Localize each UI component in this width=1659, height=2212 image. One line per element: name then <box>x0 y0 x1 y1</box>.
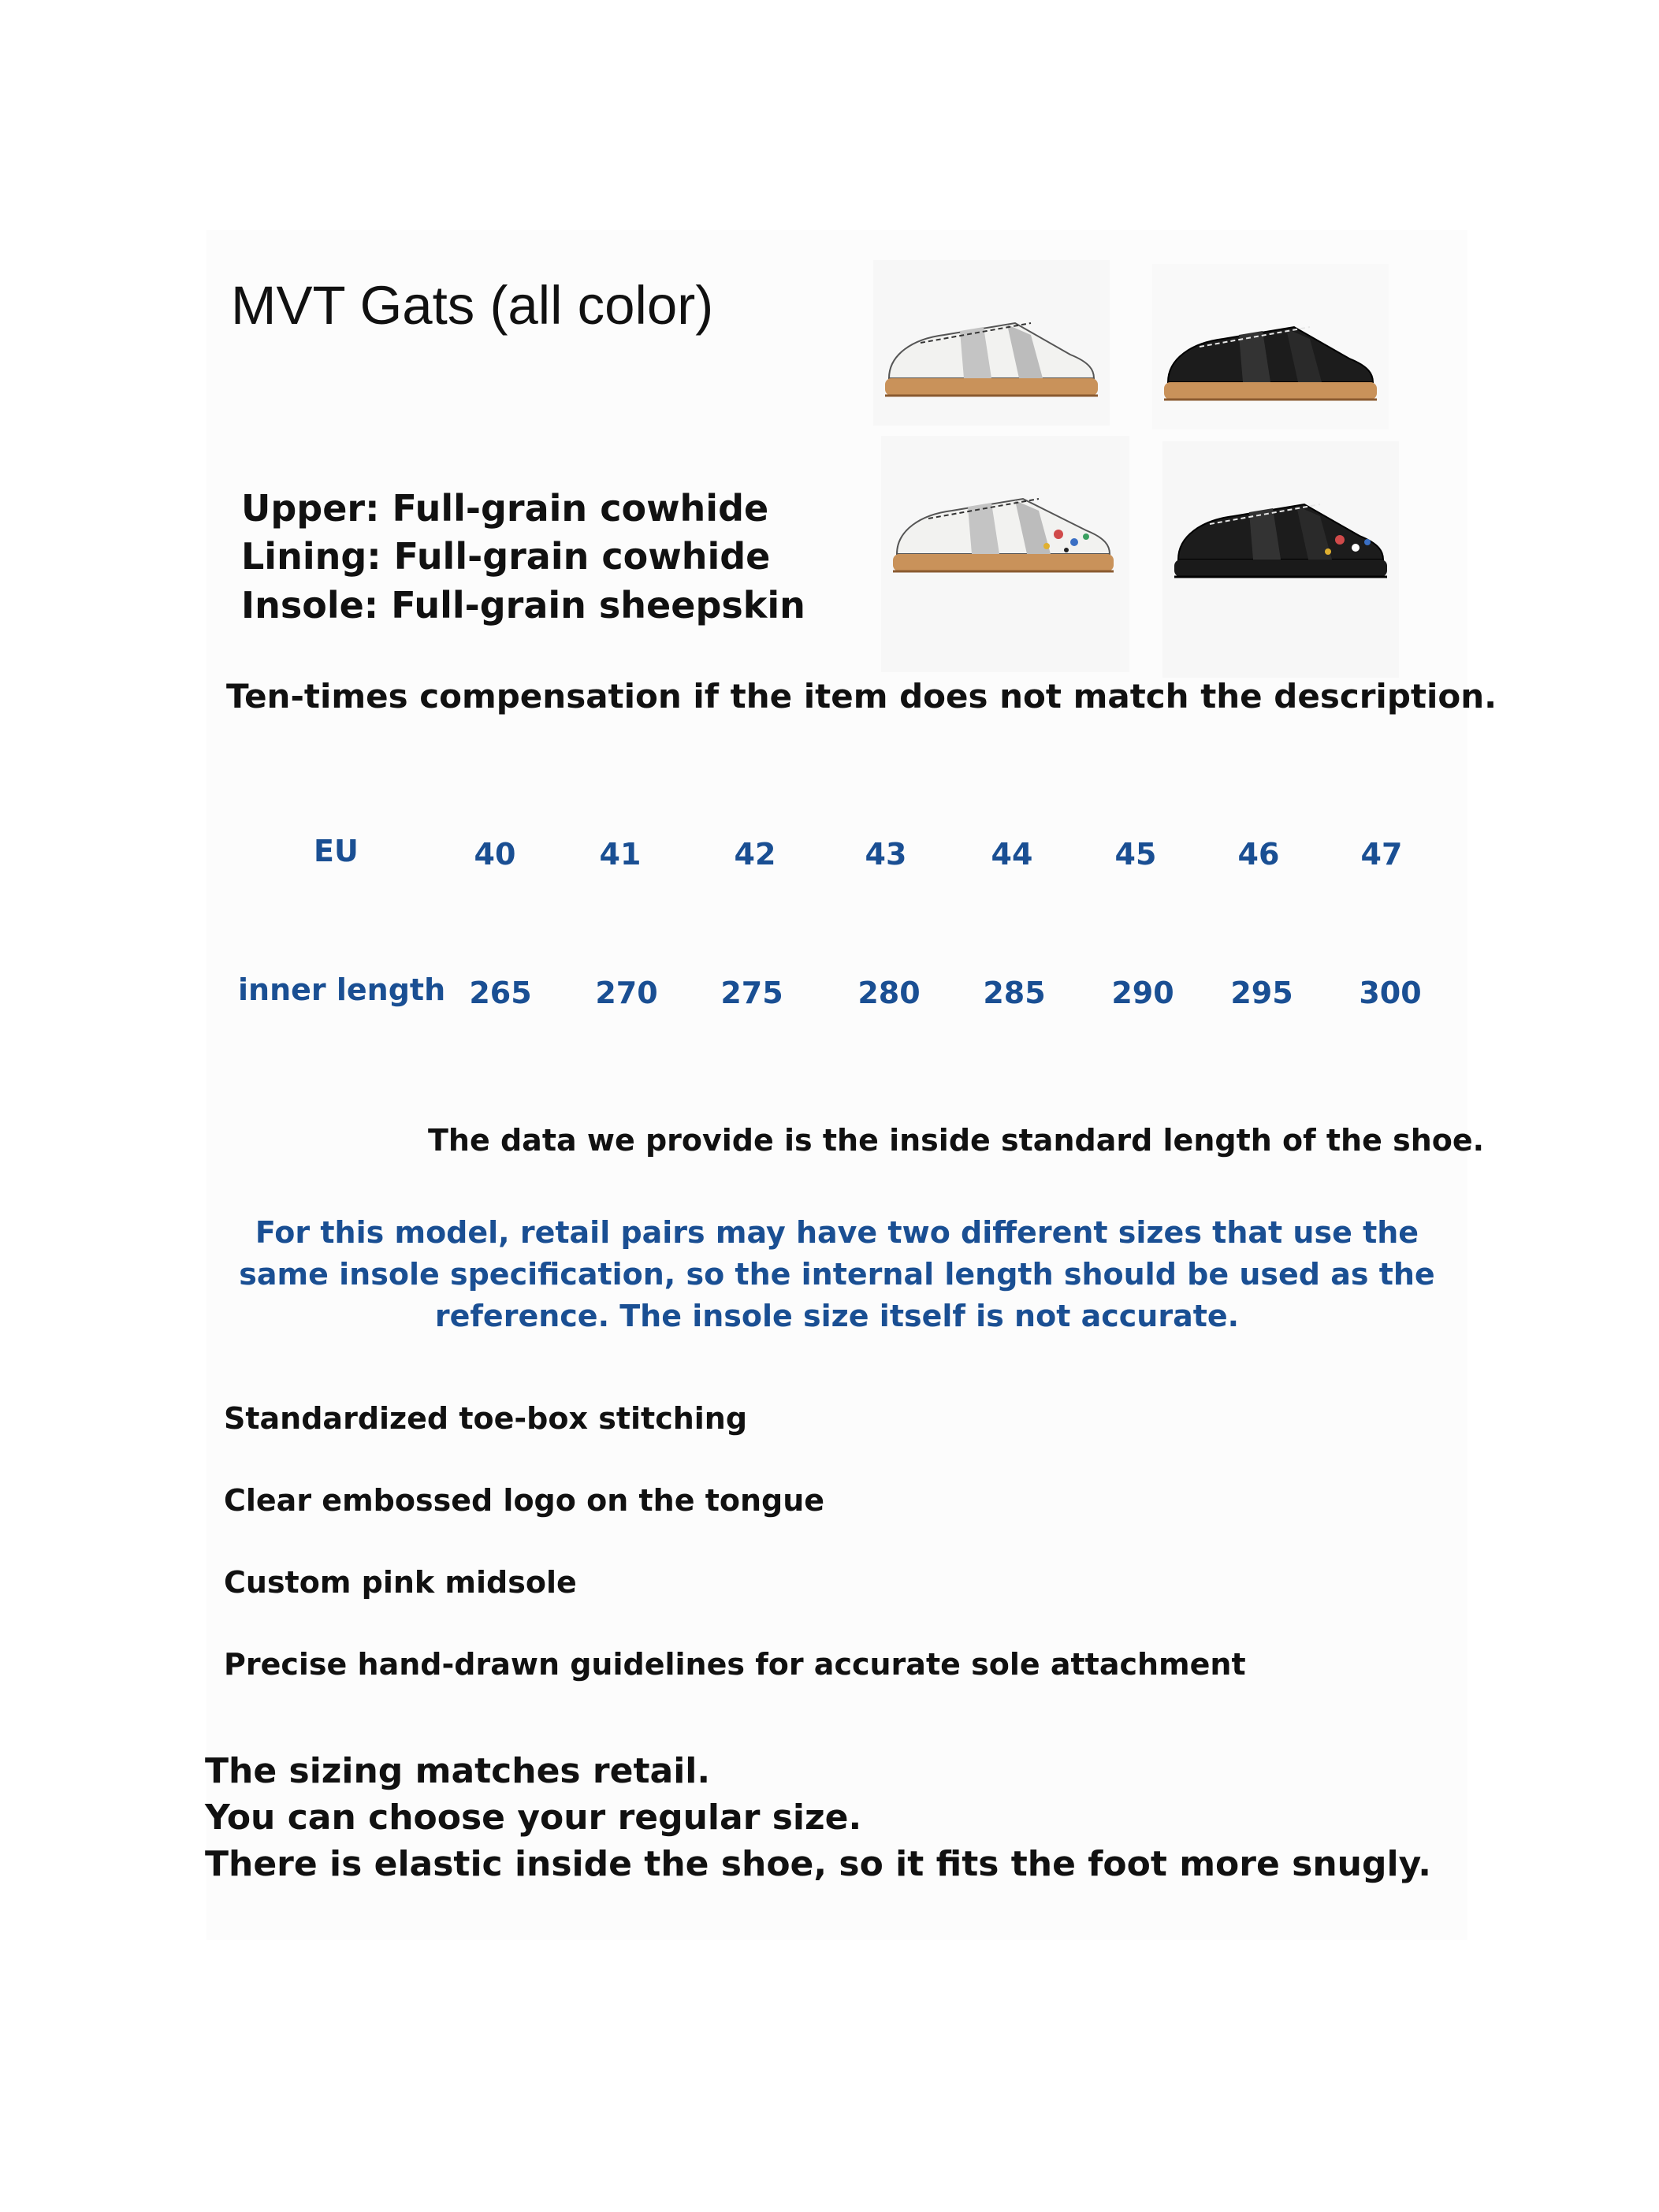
white-sneaker-image <box>873 260 1110 426</box>
eu-size-cell: 46 <box>1237 837 1280 872</box>
spec-insole: Insole: Full-grain sheepskin <box>241 584 805 626</box>
eu-size-cell: 45 <box>1114 837 1157 872</box>
spec-lining: Lining: Full-grain cowhide <box>241 535 771 578</box>
black-paint-splatter-sneaker-image <box>1162 441 1399 678</box>
spec-upper: Upper: Full-grain cowhide <box>241 487 769 530</box>
length-cell: 290 <box>1111 976 1174 1010</box>
length-cell: 285 <box>983 976 1046 1010</box>
feature-item: Precise hand-drawn guidelines for accurate sole attachment <box>224 1647 1246 1682</box>
product-title: MVT Gats (all color) <box>231 275 714 336</box>
feature-item: Custom pink midsole <box>224 1565 577 1600</box>
eu-size-cell: 40 <box>474 837 516 872</box>
length-cell: 300 <box>1359 976 1422 1010</box>
black-sneaker-image <box>1152 264 1389 429</box>
white-paint-splatter-sneaker-image <box>881 436 1129 672</box>
length-cell: 270 <box>595 976 658 1010</box>
fit-note: The sizing matches retail. <box>205 1751 711 1791</box>
length-cell: 280 <box>857 976 921 1010</box>
length-cell: 295 <box>1230 976 1293 1010</box>
length-cell: 275 <box>720 976 783 1010</box>
inner-length-label: inner length <box>238 972 446 1007</box>
compensation-notice: Ten-times compensation if the item does not match the description. <box>226 677 1497 716</box>
eu-size-cell: 42 <box>734 837 776 872</box>
fit-note: There is elastic inside the shoe, so it fits the foot more snugly. <box>205 1844 1431 1884</box>
fit-note: You can choose your regular size. <box>205 1797 862 1838</box>
eu-size-cell: 47 <box>1360 837 1403 872</box>
eu-size-cell: 44 <box>991 837 1033 872</box>
data-note: The data we provide is the inside standard length of the shoe. <box>428 1123 1485 1158</box>
length-cell: 265 <box>469 976 532 1010</box>
eu-size-cell: 43 <box>865 837 907 872</box>
feature-item: Standardized toe-box stitching <box>224 1401 748 1436</box>
feature-item: Clear embossed logo on the tongue <box>224 1483 825 1518</box>
insole-note: For this model, retail pairs may have two different sizes that use the same insole specification, so the internal length should be used as the reference. The insole size itself is not accurate. <box>239 1215 1435 1333</box>
eu-size-cell: 41 <box>599 837 642 872</box>
eu-label: EU <box>314 834 359 868</box>
